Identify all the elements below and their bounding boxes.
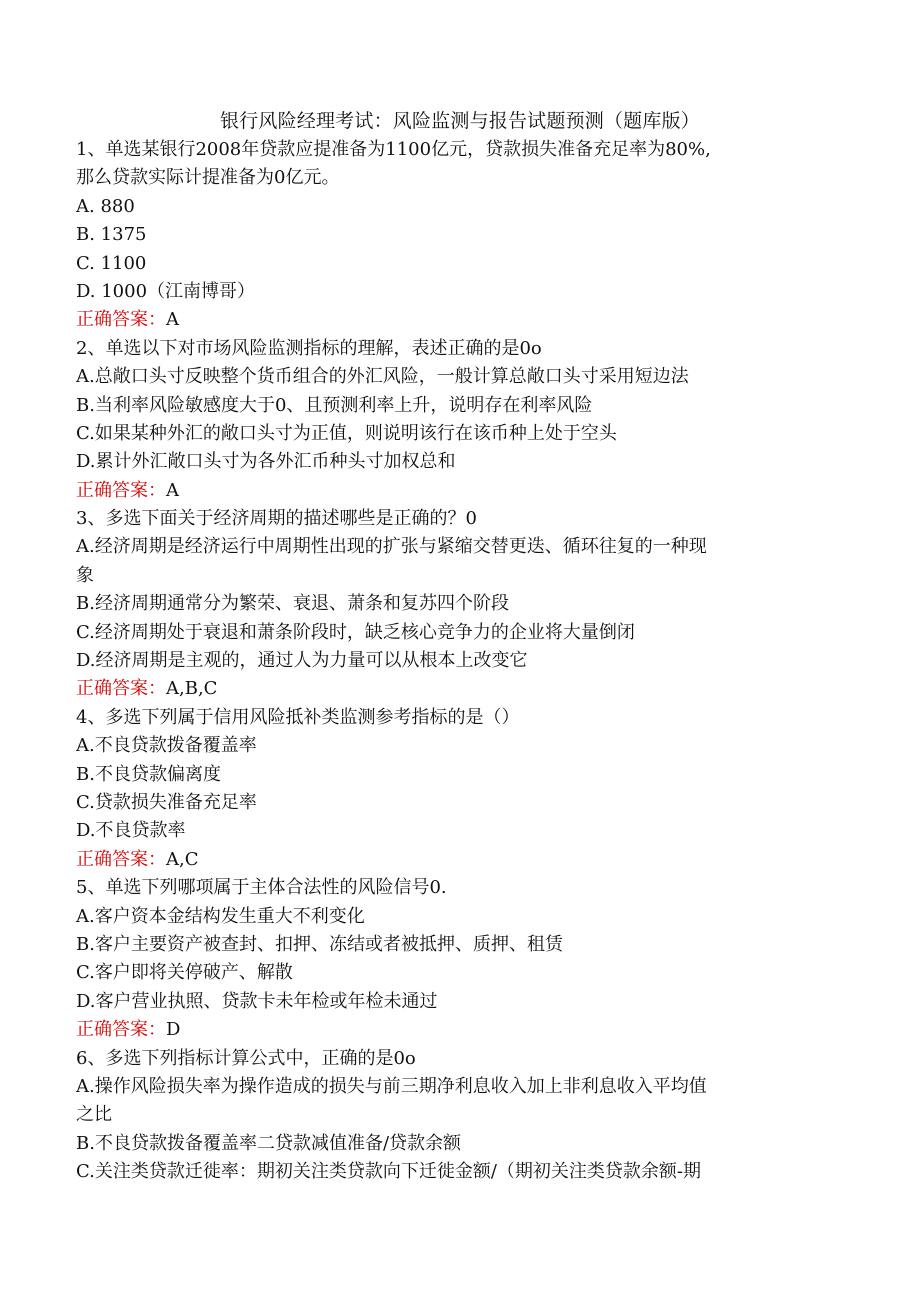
correct-answer (76, 477, 846, 505)
option-b: B.客户主要资产被查封、扣押、冻结或者被抵押、质押、租赁 (76, 933, 563, 955)
option-d: D.累计外汇敞口头寸为各外汇币种头寸加权总和 (76, 451, 456, 473)
answer-label: 正确答案： (76, 479, 166, 501)
question-stem: 3、多选下面关于经济周期的描述哪些是正确的？0 (76, 508, 477, 530)
option-d: D. 1000（江南博哥） (76, 280, 256, 302)
question-1 (76, 136, 846, 335)
option-a: A.客户资本金结构发生重大不利变化 (76, 905, 365, 927)
question-4 (76, 704, 846, 874)
option-b: B.不良贷款偏离度 (76, 763, 221, 785)
question-3 (76, 505, 846, 704)
question-2 (76, 335, 846, 505)
option-d: D.客户营业执照、贷款卡未年检或年检未通过 (76, 990, 438, 1012)
question-stem: 2、单选以下对市场风险监测指标的理解，表述正确的是0o (76, 337, 542, 359)
answer-value: A,B,C (166, 678, 218, 700)
option-b: B. 1375 (76, 224, 147, 246)
correct-answer (76, 1016, 846, 1044)
option-c: C.经济周期处于衰退和萧条阶段时，缺乏核心竞争力的企业将大量倒闭 (76, 621, 635, 643)
answer-value: A,C (166, 848, 199, 870)
answer-label: 正确答案： (76, 309, 166, 331)
option-b: B.经济周期通常分为繁荣、衰退、萧条和复苏四个阶段 (76, 593, 509, 615)
option-c: C.贷款损失准备充足率 (76, 791, 257, 813)
option-a-line-1: A.操作风险损失率为操作造成的损失与前三期净利息收入加上非利息收入平均值 (76, 1075, 707, 1097)
answer-value: D (166, 1019, 181, 1041)
option-d: D.经济周期是主观的，通过人为力量可以从根本上改变它 (76, 650, 528, 672)
option-c: C. 1100 (76, 252, 147, 274)
question-list (76, 136, 846, 1186)
option-a-line-2: 象 (76, 564, 94, 586)
correct-answer (76, 675, 846, 703)
option-a-line-1: A.经济周期是经济运行中周期性出现的扩张与紧缩交替更迭、循环往复的一种现 (76, 536, 707, 558)
question-stem: 4、多选下列属于信用风险抵补类监测参考指标的是（） (76, 706, 520, 728)
question-5 (76, 874, 846, 1044)
option-a: A.不良贷款拨备覆盖率 (76, 735, 257, 757)
document-title: 银行风险经理考试：风险监测与报告试题预测（题库版） (219, 110, 700, 132)
answer-label: 正确答案： (76, 1019, 166, 1041)
answer-value: A (166, 309, 179, 331)
answer-label: 正确答案： (76, 848, 166, 870)
question-stem-line-2: 那么贷款实际计提准备为0亿元。 (76, 167, 340, 189)
correct-answer (76, 306, 846, 334)
question-stem: 5、单选下列哪项属于主体合法性的风险信号0. (76, 877, 447, 899)
option-a: A. 880 (76, 195, 135, 217)
option-b: B.当利率风险敏感度大于0、且预测利率上升，说明存在利率风险 (76, 394, 593, 416)
question-stem: 6、多选下列指标计算公式中，正确的是0o (76, 1047, 416, 1069)
option-c: C.客户即将关停破产、解散 (76, 962, 293, 984)
answer-label: 正确答案： (76, 678, 166, 700)
question-stem-line-1: 1、单选某银行2008年贷款应提准备为1100亿元，贷款损失准备充足率为80%, (76, 139, 711, 160)
option-c: C.关注类贷款迁徙率：期初关注类贷款向下迁徙金额/（期初关注类贷款余额-期 (76, 1161, 701, 1183)
option-d: D.不良贷款率 (76, 820, 186, 842)
question-6 (76, 1045, 846, 1187)
option-c: C.如果某种外汇的敞口头寸为正值，则说明该行在该币种上处于空头 (76, 422, 617, 444)
answer-value: A (166, 479, 179, 501)
option-a-line-2: 之比 (76, 1104, 112, 1126)
option-b: B.不良贷款拨备覆盖率二贷款减值准备/贷款余额 (76, 1132, 462, 1154)
option-a: A.总敞口头寸反映整个货币组合的外汇风险，一般计算总敞口头寸采用短边法 (76, 366, 689, 388)
correct-answer (76, 846, 846, 874)
